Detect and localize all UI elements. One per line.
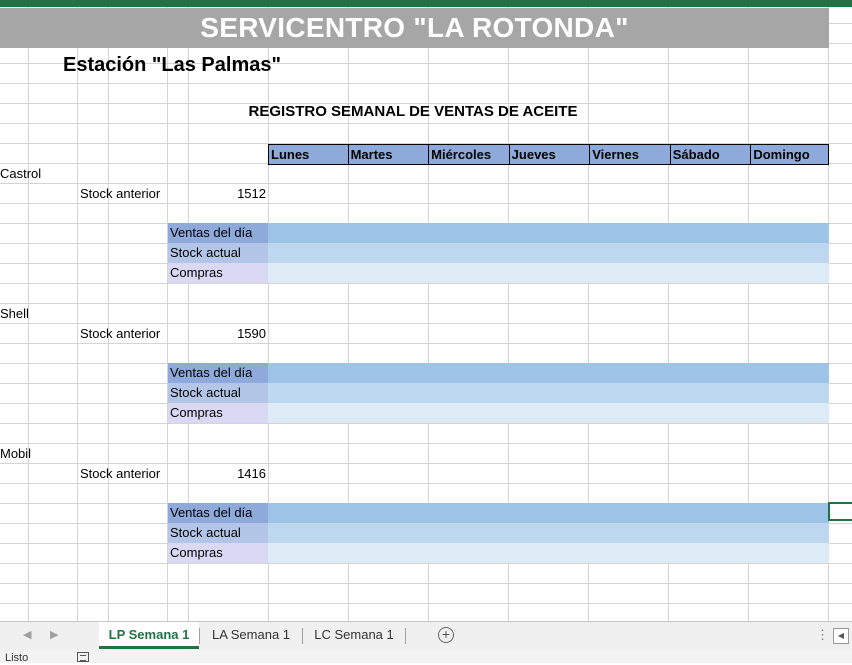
row-label: Compras	[168, 403, 268, 423]
row-label: Ventas del día	[168, 363, 268, 383]
row-fill[interactable]	[268, 243, 829, 263]
scroll-tabs-left-icon[interactable]: ◀	[23, 629, 32, 641]
tab-divider	[199, 628, 200, 644]
row-label: Ventas del día	[168, 223, 268, 243]
compras-row[interactable]	[168, 543, 829, 563]
row-label: Stock actual	[168, 243, 268, 263]
station-name[interactable]: Estación "Las Palmas"	[63, 54, 281, 76]
product-name-cell[interactable]: Mobil	[0, 446, 32, 461]
worksheet-grid[interactable]	[0, 7, 852, 621]
window-top-bar	[0, 0, 852, 7]
product-name-cell[interactable]: Shell	[0, 306, 29, 321]
row-fill[interactable]	[268, 523, 829, 543]
macro-recording-icon[interactable]	[77, 652, 89, 662]
day-header-cell[interactable]: Jueves	[509, 144, 590, 165]
row-label: Ventas del día	[168, 503, 268, 523]
sheet-tab-la-semana-1[interactable]: LA Semana 1	[211, 627, 291, 642]
row-fill[interactable]	[268, 383, 829, 403]
row-fill[interactable]	[268, 263, 829, 283]
stock-anterior-label[interactable]: Stock anterior	[80, 186, 161, 201]
more-options-icon[interactable]: ⋮	[816, 627, 829, 642]
row-fill[interactable]	[268, 543, 829, 563]
scroll-tabs-right-icon[interactable]: ▶	[50, 629, 59, 641]
row-fill[interactable]	[268, 223, 829, 243]
stock-anterior-value[interactable]: 1590	[237, 326, 266, 341]
day-header-cell[interactable]: Sábado	[670, 144, 751, 165]
stock-anterior-value[interactable]: 1512	[237, 186, 266, 201]
row-label: Compras	[168, 543, 268, 563]
day-header-cell[interactable]: Domingo	[750, 144, 829, 165]
stock-actual-row[interactable]	[168, 523, 829, 543]
day-header-cell[interactable]: Martes	[348, 144, 429, 165]
sheet-tab-lc-semana-1[interactable]: LC Semana 1	[314, 627, 394, 642]
row-fill[interactable]	[268, 503, 829, 523]
day-header-cell[interactable]: Viernes	[589, 144, 670, 165]
report-subtitle[interactable]: REGISTRO SEMANAL DE VENTAS DE ACEITE	[248, 103, 578, 120]
row-label: Stock actual	[168, 523, 268, 543]
product-name-cell[interactable]: Castrol	[0, 166, 42, 181]
plus-circle-icon[interactable]: +	[438, 627, 454, 643]
selected-cell-outline[interactable]	[828, 502, 852, 521]
stock-anterior-label[interactable]: Stock anterior	[80, 326, 161, 341]
stock-actual-row[interactable]	[168, 383, 829, 403]
ventas-row[interactable]	[168, 503, 829, 523]
status-bar	[0, 650, 852, 663]
row-fill[interactable]	[268, 403, 829, 423]
sheet-tab-bar	[0, 621, 852, 650]
tab-divider	[405, 628, 406, 644]
tab-divider	[302, 628, 303, 644]
day-header-row	[268, 144, 829, 164]
status-text: Listo	[5, 652, 29, 664]
stock-anterior-label[interactable]: Stock anterior	[80, 466, 161, 481]
row-label: Compras	[168, 263, 268, 283]
day-header-cell[interactable]: Miércoles	[428, 144, 509, 165]
row-fill[interactable]	[268, 363, 829, 383]
sheet-tab-lp-semana-1[interactable]: LP Semana 1	[99, 622, 199, 649]
compras-row[interactable]	[168, 263, 829, 283]
sheet-title[interactable]: SERVICENTRO "LA ROTONDA"	[0, 8, 829, 48]
stock-anterior-value[interactable]: 1416	[237, 466, 266, 481]
ventas-row[interactable]	[168, 223, 829, 243]
horizontal-scroll-left-icon[interactable]: ◀	[833, 628, 849, 644]
compras-row[interactable]	[168, 403, 829, 423]
day-header-cell[interactable]: Lunes	[268, 144, 348, 165]
stock-actual-row[interactable]	[168, 243, 829, 263]
row-label: Stock actual	[168, 383, 268, 403]
ventas-row[interactable]	[168, 363, 829, 383]
